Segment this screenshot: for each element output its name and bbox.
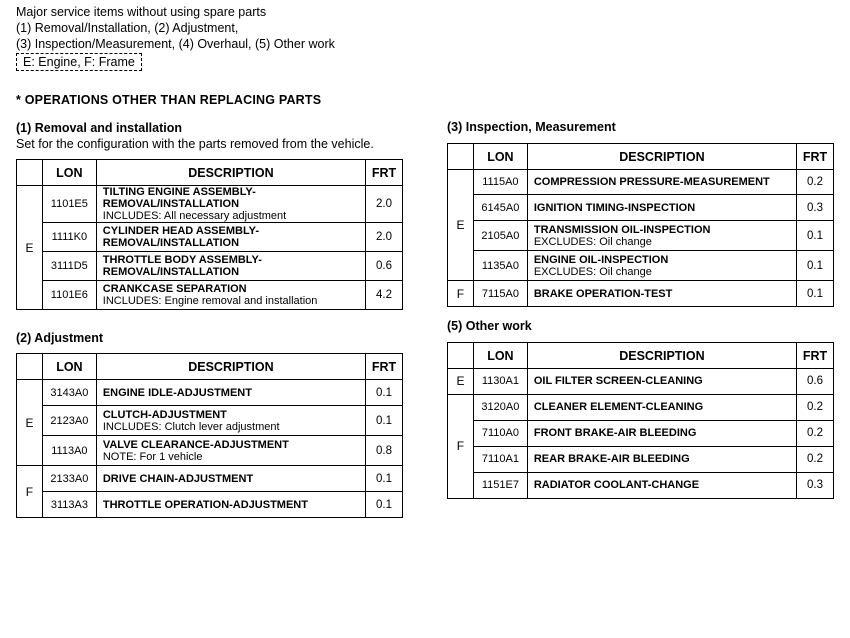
description-cell — [527, 369, 796, 395]
description-main: ENGINE IDLE-ADJUSTMENT — [102, 386, 252, 399]
description-cell — [96, 492, 365, 518]
group-label: F — [448, 394, 474, 498]
table-header-row — [17, 354, 403, 380]
header-lon: LON — [473, 144, 527, 170]
group-label: F — [17, 466, 43, 518]
table-header-row — [448, 343, 834, 369]
table-row — [17, 223, 403, 252]
description-note: INCLUDES: All necessary adjustment — [102, 210, 287, 222]
header-frt: FRT — [797, 144, 834, 170]
description-main: CLUTCH-ADJUSTMENT — [102, 408, 227, 421]
lon-cell: 1111K0 — [42, 223, 96, 252]
frt-cell: 0.1 — [366, 492, 403, 518]
lon-cell: 7115A0 — [473, 281, 527, 307]
section-note-removal: Set for the configuration with the parts removed from the vehicle. — [16, 137, 374, 151]
frt-cell: 0.1 — [366, 380, 403, 406]
table-header-row — [17, 160, 403, 186]
description-cell — [527, 281, 796, 307]
lon-cell: 1151E7 — [473, 472, 527, 498]
description-cell — [527, 394, 796, 420]
description-note: EXCLUDES: Oil change — [533, 265, 652, 278]
frt-cell: 0.3 — [797, 195, 834, 221]
frt-cell: 0.1 — [797, 251, 834, 281]
header-group-cell — [17, 160, 43, 186]
table-row — [17, 186, 403, 223]
table-row — [17, 406, 403, 436]
header-description: DESCRIPTION — [96, 160, 365, 186]
header-description: DESCRIPTION — [96, 354, 365, 380]
intro-line-3: (3) Inspection/Measurement, (4) Overhaul, (5) Other work — [16, 37, 335, 51]
frt-cell: 0.2 — [797, 394, 834, 420]
description-cell — [96, 380, 365, 406]
description-cell — [96, 223, 365, 252]
lon-cell: 3111D5 — [42, 252, 96, 281]
table-removal-installation — [16, 159, 403, 310]
lon-cell: 3143A0 — [42, 380, 96, 406]
description-main: IGNITION TIMING-INSPECTION — [533, 201, 696, 214]
lon-cell: 2123A0 — [42, 406, 96, 436]
table-row — [17, 252, 403, 281]
description-cell — [96, 281, 365, 310]
intro-line-2: (1) Removal/Installation, (2) Adjustment, — [16, 21, 239, 35]
frt-cell: 0.1 — [797, 221, 834, 251]
description-main: ENGINE OIL-INSPECTION — [533, 253, 669, 266]
table-row — [448, 369, 834, 395]
description-cell — [527, 195, 796, 221]
header-group-cell — [17, 354, 43, 380]
table-header-row — [448, 144, 834, 170]
description-cell — [527, 170, 796, 195]
description-cell — [527, 221, 796, 251]
table-row — [448, 221, 834, 251]
lon-cell: 6145A0 — [473, 195, 527, 221]
group-label: E — [17, 186, 43, 310]
description-main: FRONT BRAKE-AIR BLEEDING — [533, 427, 697, 439]
lon-cell: 2133A0 — [42, 466, 96, 492]
lon-cell: 7110A1 — [473, 446, 527, 472]
table-row — [17, 492, 403, 518]
header-description: DESCRIPTION — [527, 144, 796, 170]
section-title-inspection: (3) Inspection, Measurement — [447, 120, 616, 134]
table-row — [448, 420, 834, 446]
description-main: THROTTLE BODY ASSEMBLY- REMOVAL/INSTALLATION — [102, 254, 262, 278]
description-cell — [96, 466, 365, 492]
section-title-other-work: (5) Other work — [447, 319, 532, 333]
description-main: REAR BRAKE-AIR BLEEDING — [533, 453, 690, 465]
table-row — [17, 281, 403, 310]
lon-cell: 1115A0 — [473, 170, 527, 195]
table-row — [17, 380, 403, 406]
table-row — [448, 251, 834, 281]
frt-cell: 0.2 — [797, 446, 834, 472]
frt-cell: 0.1 — [366, 466, 403, 492]
description-cell — [527, 420, 796, 446]
description-note: EXCLUDES: Oil change — [533, 235, 652, 248]
header-lon: LON — [473, 343, 527, 369]
description-main: CYLINDER HEAD ASSEMBLY- REMOVAL/INSTALLATION — [102, 225, 260, 249]
group-label: E — [17, 380, 43, 466]
frt-cell: 0.1 — [366, 406, 403, 436]
table-row — [448, 195, 834, 221]
frt-cell: 0.1 — [797, 281, 834, 307]
frt-cell: 0.8 — [366, 436, 403, 466]
intro-line-1: Major service items without using spare parts — [16, 5, 267, 19]
legend-box: E: Engine, F: Frame — [16, 53, 142, 71]
frt-cell: 0.6 — [366, 252, 403, 281]
lon-cell: 1101E5 — [42, 186, 96, 223]
frt-cell: 0.3 — [797, 472, 834, 498]
section-title-adjustment: (2) Adjustment — [16, 331, 104, 345]
description-main: BRAKE OPERATION-TEST — [533, 287, 673, 300]
lon-cell: 2105A0 — [473, 221, 527, 251]
description-main: DRIVE CHAIN-ADJUSTMENT — [102, 472, 254, 485]
group-label: F — [448, 281, 474, 307]
lon-cell: 3120A0 — [473, 394, 527, 420]
description-cell — [527, 446, 796, 472]
table-row — [448, 472, 834, 498]
table-row — [448, 170, 834, 195]
operations-banner: * OPERATIONS OTHER THAN REPLACING PARTS — [16, 93, 322, 107]
description-main: TRANSMISSION OIL-INSPECTION — [533, 223, 711, 236]
header-group-cell — [448, 343, 474, 369]
description-cell — [96, 406, 365, 436]
lon-cell: 1130A1 — [473, 369, 527, 395]
table-row — [17, 466, 403, 492]
description-note: INCLUDES: Engine removal and installation — [102, 295, 318, 307]
description-note: NOTE: For 1 vehicle — [102, 450, 203, 463]
header-description: DESCRIPTION — [527, 343, 796, 369]
group-label: E — [448, 170, 474, 281]
frt-cell: 2.0 — [366, 223, 403, 252]
table-row — [448, 394, 834, 420]
header-lon: LON — [42, 160, 96, 186]
header-frt: FRT — [797, 343, 834, 369]
header-group-cell — [448, 144, 474, 170]
description-cell — [96, 436, 365, 466]
table-row — [448, 446, 834, 472]
description-main: VALVE CLEARANCE-ADJUSTMENT — [102, 438, 289, 451]
description-main: TILTING ENGINE ASSEMBLY- REMOVAL/INSTALLATION — [102, 186, 256, 210]
description-note: INCLUDES: Clutch lever adjustment — [102, 420, 280, 433]
description-main: CRANKCASE SEPARATION — [102, 283, 247, 295]
description-main: THROTTLE OPERATION-ADJUSTMENT — [102, 498, 308, 511]
lon-cell: 3113A3 — [42, 492, 96, 518]
table-row — [17, 436, 403, 466]
description-main: RADIATOR COOLANT-CHANGE — [533, 479, 700, 491]
lon-cell: 1113A0 — [42, 436, 96, 466]
table-inspection-measurement — [447, 143, 834, 307]
description-cell — [96, 252, 365, 281]
description-main: COMPRESSION PRESSURE-MEASUREMENT — [533, 176, 770, 188]
header-frt: FRT — [366, 160, 403, 186]
frt-cell: 4.2 — [366, 281, 403, 310]
description-cell — [527, 251, 796, 281]
description-cell — [527, 472, 796, 498]
description-main: CLEANER ELEMENT-CLEANING — [533, 401, 704, 413]
lon-cell: 1135A0 — [473, 251, 527, 281]
group-label: E — [448, 369, 474, 395]
frt-cell: 0.2 — [797, 420, 834, 446]
header-lon: LON — [42, 354, 96, 380]
description-main: OIL FILTER SCREEN-CLEANING — [533, 375, 703, 388]
table-other-work — [447, 342, 834, 499]
lon-cell: 7110A0 — [473, 420, 527, 446]
description-cell — [96, 186, 365, 223]
table-adjustment — [16, 353, 403, 518]
table-row — [448, 281, 834, 307]
header-frt: FRT — [366, 354, 403, 380]
frt-cell: 0.2 — [797, 170, 834, 195]
frt-cell: 0.6 — [797, 369, 834, 395]
frt-cell: 2.0 — [366, 186, 403, 223]
section-title-removal: (1) Removal and installation — [16, 121, 183, 135]
intro-block — [16, 4, 335, 71]
lon-cell: 1101E6 — [42, 281, 96, 310]
